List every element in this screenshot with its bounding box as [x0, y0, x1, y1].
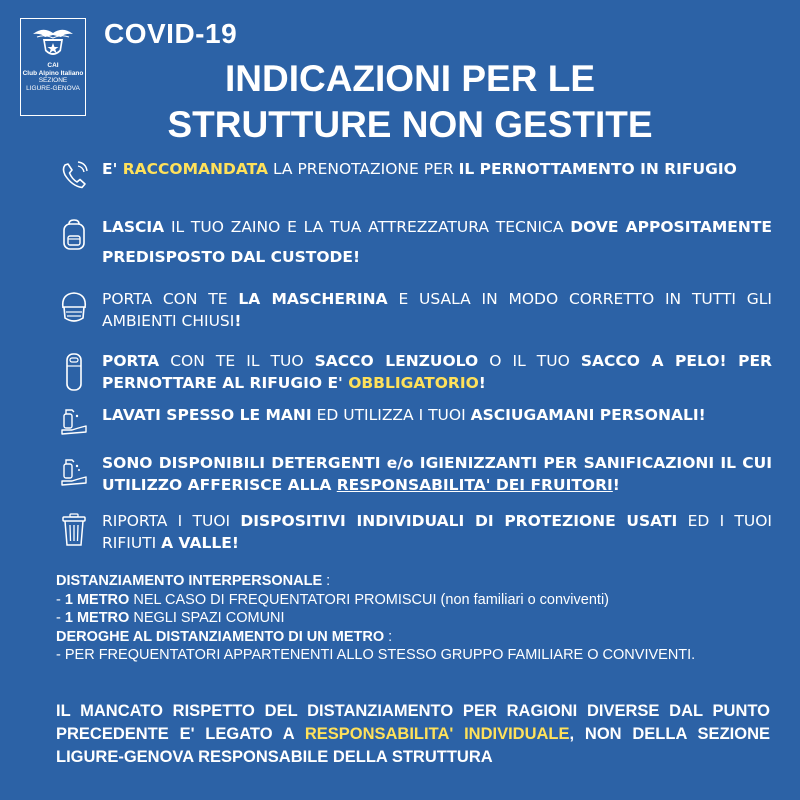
text-fragment: E USALA IN MODO CORRETTO IN TUTTI GLI AMBIENTI CHIUSI — [102, 290, 772, 330]
logo-line-ligure: LIGURE-GENOVA — [26, 84, 80, 92]
highlight-responsabilita-individuale: RESPONSABILITA' INDIVIDUALE — [304, 725, 570, 743]
title-line-1: INDICAZIONI PER LE — [224, 58, 596, 99]
instruction-booking — [46, 158, 772, 190]
instruction-text — [102, 404, 706, 436]
text-fragment: DISPOSITIVI INDIVIDUALI DI PROTEZIONE USATI — [240, 512, 678, 530]
distancing-rule-1 — [56, 591, 730, 610]
text-fragment: O IL TUO — [478, 352, 581, 370]
hand-wash-icon — [58, 406, 90, 436]
trash-bin-icon — [60, 512, 88, 548]
face-mask-icon — [57, 290, 91, 326]
text-fragment: CON TE IL TUO — [159, 352, 315, 370]
instruction-sleeping-bag — [46, 350, 772, 394]
text-fragment: LASCIA — [102, 218, 165, 236]
text-fragment: ASCIUGAMANI PERSONALI! — [470, 406, 706, 424]
text-fragment: LA PRENOTAZIONE PER — [268, 160, 459, 178]
text-fragment: DOVE APPOSITAMENTE PREDISPOSTO DAL CUSTODE! — [102, 218, 773, 266]
instruction-text — [102, 288, 772, 332]
text-fragment: IL MANCATO RISPETTO DEL DISTANZIAMENTO PER RAGIONI DIVERSE DAL PUNTO PRECEDENTE E' LEGATO A — [56, 702, 770, 743]
backpack-icon — [60, 218, 88, 252]
instruction-waste — [46, 510, 772, 554]
text-fragment: LAVATI SPESSO LE MANI — [102, 406, 312, 424]
text-fragment: , NON DELLA SEZIONE LIGURE-GENOVA RESPONSABILE DELLA STRUTTURA — [56, 725, 770, 766]
text-fragment: ! — [234, 312, 242, 330]
text-fragment: : — [322, 573, 331, 589]
text-fragment: - — [56, 591, 65, 608]
text-fragment: SONO DISPONIBILI DETERGENTI e/o IGIENIZZANTI PER SANIFICAZIONI IL CUI UTILIZZO AFFERISCE ALLA — [102, 454, 772, 494]
instruction-text — [102, 452, 772, 496]
text-fragment: ED UTILIZZA I TUOI — [311, 406, 471, 424]
sleeping-bag-icon — [63, 352, 85, 392]
text-fragment: SACCO A PELO! PER PERNOTTARE AL RIFUGIO E' — [102, 352, 772, 392]
instruction-sanitizer — [46, 452, 772, 496]
derogation-rule: - PER FREQUENTATORI APPARTENENTI ALLO STESSO GRUPPO FAMILIARE O CONVIVENTI. — [56, 647, 696, 664]
text-fragment: ! — [612, 476, 620, 494]
underlined-responsabilita: RESPONSABILITA' DEI FRUITORI — [336, 476, 613, 494]
instruction-mask — [46, 288, 772, 332]
text-fragment: E' — [102, 160, 123, 178]
distancing-section — [56, 572, 730, 665]
instruction-text — [102, 510, 772, 554]
covid-heading: COVID-19 — [104, 18, 238, 49]
text-fragment: NEL CASO DI FREQUENTATORI PROMISCUI (non familiari o conviventi) — [129, 591, 609, 608]
text-fragment: NEGLI SPAZI COMUNI — [129, 610, 285, 627]
highlight-raccomandata: RACCOMANDATA — [122, 160, 269, 178]
highlight-obbligatorio: OBBLIGATORIO — [348, 374, 479, 392]
text-fragment: 1 METRO — [64, 591, 130, 608]
instruction-handwash — [46, 404, 772, 436]
title-line-2: STRUTTURE NON GESTITE — [167, 104, 653, 145]
text-fragment: DEROGHE AL DISTANZIAMENTO DI UN METRO — [56, 628, 385, 645]
text-fragment: : — [384, 628, 393, 645]
text-fragment: ! — [478, 374, 486, 392]
text-fragment: IL TUO ZAINO E LA TUA ATTREZZATURA TECNICA — [164, 218, 571, 236]
text-fragment: SACCO LENZUOLO — [314, 352, 479, 370]
instruction-text — [102, 158, 737, 190]
logo-line-club: Club Alpino Italiano — [22, 69, 84, 77]
logo-line-sezione: SEZIONE — [38, 77, 68, 84]
derogation-heading — [56, 628, 730, 647]
text-fragment: IL PERNOTTAMENTO IN RIFUGIO — [458, 160, 737, 178]
page-title — [90, 56, 730, 148]
text-fragment: LA MASCHERINA — [238, 290, 388, 308]
text-fragment: A VALLE! — [161, 534, 239, 552]
text-fragment: - — [56, 610, 65, 627]
text-fragment: 1 METRO — [64, 610, 130, 627]
instruction-text — [102, 212, 772, 272]
text-fragment: PORTA — [102, 352, 160, 370]
final-warning — [56, 700, 770, 769]
text-fragment: PORTA CON TE — [102, 290, 239, 308]
sanitizer-icon — [58, 454, 90, 488]
instruction-backpack — [46, 216, 772, 272]
distancing-rule-2 — [56, 609, 730, 628]
cai-logo — [20, 18, 86, 116]
text-fragment: ED I TUOI RIFIUTI — [102, 512, 772, 552]
phone-icon — [60, 160, 88, 190]
logo-line-cai: CAI — [47, 62, 59, 69]
text-fragment: RIPORTA I TUOI — [102, 512, 241, 530]
instruction-text — [102, 350, 772, 394]
text-fragment: DISTANZIAMENTO INTERPERSONALE — [56, 573, 323, 589]
distancing-heading — [56, 572, 730, 591]
eagle-emblem-icon — [31, 24, 75, 60]
